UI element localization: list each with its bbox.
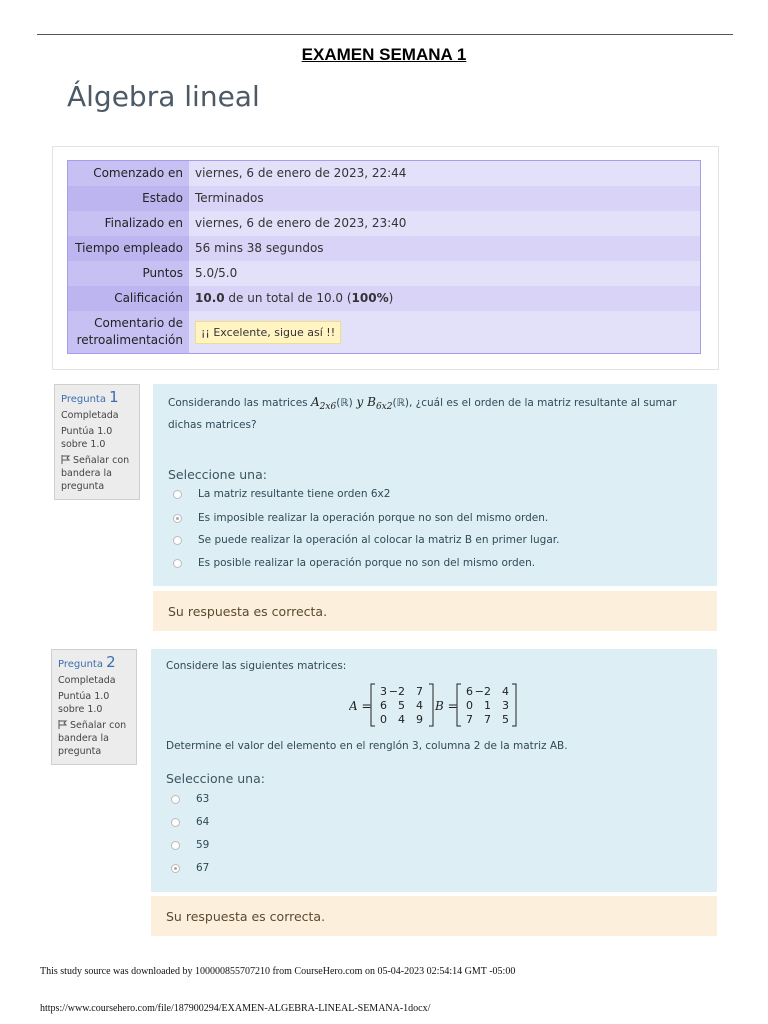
- matrix-b-cell: 7: [466, 713, 473, 726]
- answer-text: 67: [196, 862, 210, 874]
- summary-row-points: [68, 261, 701, 286]
- grade-text-end: ): [388, 291, 394, 305]
- radio-button[interactable]: [173, 490, 182, 499]
- question-1-info: [54, 384, 140, 500]
- summary-row-feedback: [68, 311, 701, 354]
- matrix-b-cell: 5: [502, 713, 509, 726]
- answer-option[interactable]: [171, 837, 209, 853]
- matrix-b-cell: 0: [466, 699, 473, 712]
- radio-button[interactable]: [171, 795, 180, 804]
- matrix-a-right-bracket: [429, 684, 433, 726]
- radio-button[interactable]: [173, 559, 182, 568]
- matrix-a-field: (ℝ): [336, 397, 353, 409]
- document-title: EXAMEN SEMANA 1: [301, 45, 467, 64]
- question-number: [58, 653, 136, 671]
- summary-value: viernes, 6 de enero de 2023, 23:40: [189, 211, 701, 236]
- question-state: Completada: [58, 675, 116, 686]
- question-intro: Considere las siguientes matrices:: [166, 660, 347, 672]
- answer-text: 59: [196, 839, 210, 851]
- matrix-b-cell: 3: [502, 699, 509, 712]
- matrix-a-cell: 3: [380, 685, 387, 698]
- matrix-b-order: 6x2: [375, 402, 393, 413]
- question-2-body: [151, 649, 717, 892]
- attempt-summary: [52, 146, 719, 370]
- question-state: Completada: [61, 410, 119, 421]
- answer-option[interactable]: [171, 814, 209, 830]
- answer-option[interactable]: [173, 532, 559, 548]
- matrix-a-cells: [380, 685, 423, 726]
- matrix-b-cell: −2: [474, 685, 491, 698]
- summary-label: Comentario de retroalimentación: [68, 311, 190, 354]
- answer-option[interactable]: [171, 860, 209, 876]
- answer-text: 64: [196, 816, 210, 828]
- matrix-a-cell: 0: [380, 713, 387, 726]
- grade-percent: 100%: [351, 291, 389, 305]
- answer-option[interactable]: [173, 486, 390, 502]
- flag-label: Señalar con bandera la pregunta: [61, 455, 130, 492]
- summary-label: Finalizado en: [68, 211, 190, 236]
- summary-value: 5.0/5.0: [189, 261, 701, 286]
- radio-button-selected[interactable]: [171, 864, 180, 873]
- radio-button[interactable]: [171, 841, 180, 850]
- matrix-a-cell: 7: [416, 685, 423, 698]
- summary-row-started: [68, 161, 701, 187]
- question-prefix: Pregunta: [58, 659, 103, 670]
- matrix-a-cell: 4: [398, 713, 405, 726]
- radio-button[interactable]: [171, 818, 180, 827]
- question-2-info: [51, 649, 137, 765]
- grade-text: de un total de 10.0 (: [224, 291, 352, 305]
- summary-row-finished: [68, 211, 701, 236]
- question-points: Puntúa 1.0 sobre 1.0: [58, 691, 110, 715]
- matrix-b-cell: 4: [502, 685, 509, 698]
- answer-text: Se puede realizar la operación al colocar la matriz B en primer lugar.: [198, 534, 560, 546]
- matrix-a-left-bracket: [371, 684, 375, 726]
- summary-label: Comenzado en: [68, 161, 190, 187]
- matrix-b-cells: [466, 685, 509, 726]
- course-title: Álgebra lineal: [67, 80, 260, 113]
- matrix-a-order: 2x6: [319, 402, 337, 413]
- summary-label: Calificación: [68, 286, 190, 311]
- answer-option[interactable]: [173, 555, 535, 571]
- summary-value: 56 mins 38 segundos: [189, 236, 701, 261]
- top-rule: [37, 34, 733, 35]
- question-number-value: 2: [106, 653, 116, 671]
- summary-label: Estado: [68, 186, 190, 211]
- flag-icon: [58, 720, 68, 729]
- flag-label: Señalar con bandera la pregunta: [58, 720, 127, 757]
- conjunction: y: [352, 395, 368, 409]
- answer-text: 63: [196, 793, 210, 805]
- matrix-b-cell: 7: [484, 713, 491, 726]
- matrix-a-cell: 5: [398, 699, 405, 712]
- matrix-a-cell: 9: [416, 713, 423, 726]
- summary-row-time: [68, 236, 701, 261]
- flag-icon: [61, 455, 71, 464]
- summary-value: [189, 311, 701, 354]
- select-one-label: Seleccione una:: [168, 467, 267, 482]
- flag-question-link[interactable]: [58, 719, 136, 758]
- matrix-a-symbol: A: [310, 395, 320, 409]
- matrix-b-cell: 1: [484, 699, 491, 712]
- summary-label: Puntos: [68, 261, 190, 286]
- question-text-start: Considerando las matrices: [168, 397, 311, 409]
- matrix-b-right-bracket: [512, 684, 516, 726]
- summary-value: viernes, 6 de enero de 2023, 22:44: [189, 161, 701, 187]
- question-1-feedback: Su respuesta es correcta.: [153, 591, 717, 631]
- flag-question-link[interactable]: [61, 454, 139, 493]
- answer-option[interactable]: [171, 791, 209, 807]
- answer-text: Es posible realizar la operación porque no son del mismo orden.: [198, 557, 536, 569]
- matrix-b-label: B =: [435, 699, 458, 713]
- grade-score: 10.0: [195, 291, 225, 305]
- radio-button[interactable]: [173, 536, 182, 545]
- question-2-feedback: Su respuesta es correcta.: [151, 896, 717, 936]
- question-points: Puntúa 1.0 sobre 1.0: [61, 426, 113, 450]
- question-number-value: 1: [109, 388, 119, 406]
- feedback-badge: ¡¡ Excelente, sigue así !!: [195, 321, 341, 344]
- summary-row-state: [68, 186, 701, 211]
- matrix-a-cell: 4: [416, 699, 423, 712]
- answer-text: Es imposible realizar la operación porque no son del mismo orden.: [198, 512, 549, 524]
- select-one-label: Seleccione una:: [166, 771, 265, 786]
- footer-url[interactable]: https://www.coursehero.com/file/187900294/EXAMEN-ALGEBRA-LINEAL-SEMANA-1docx/: [40, 1003, 431, 1014]
- question-1-body: [153, 384, 717, 586]
- matrix-a-label: A =: [349, 699, 372, 713]
- question-text-end: , ¿cuál es el orden de la matriz resultante al sumar dichas matrices?: [168, 397, 677, 432]
- summary-value: [189, 286, 701, 311]
- question-prefix: Pregunta: [61, 394, 106, 405]
- summary-value: Terminados: [189, 186, 701, 211]
- answer-text: La matriz resultante tiene orden 6x2: [198, 488, 391, 500]
- matrix-b-cell: 6: [466, 685, 473, 698]
- matrix-b-symbol: B: [367, 395, 376, 409]
- footer-download-note: This study source was downloaded by 100000855707210 from CourseHero.com on 05-04-2023 02:54:14 GMT -05:00: [40, 966, 516, 977]
- question-text: [168, 393, 708, 434]
- summary-label: Tiempo empleado: [68, 236, 190, 261]
- matrix-b-field: (ℝ): [392, 397, 409, 409]
- matrix-a-cell: 6: [380, 699, 387, 712]
- summary-row-grade: [68, 286, 701, 311]
- question-prompt: Determine el valor del elemento en el renglón 3, columna 2 de la matriz AB.: [166, 740, 568, 752]
- matrix-svg: [349, 681, 519, 729]
- question-number: [61, 388, 139, 406]
- matrix-a-cell: −2: [388, 685, 405, 698]
- radio-button-selected[interactable]: [173, 514, 182, 523]
- answer-option[interactable]: [173, 510, 548, 526]
- summary-table: [67, 160, 701, 354]
- matrix-equation: [349, 681, 519, 729]
